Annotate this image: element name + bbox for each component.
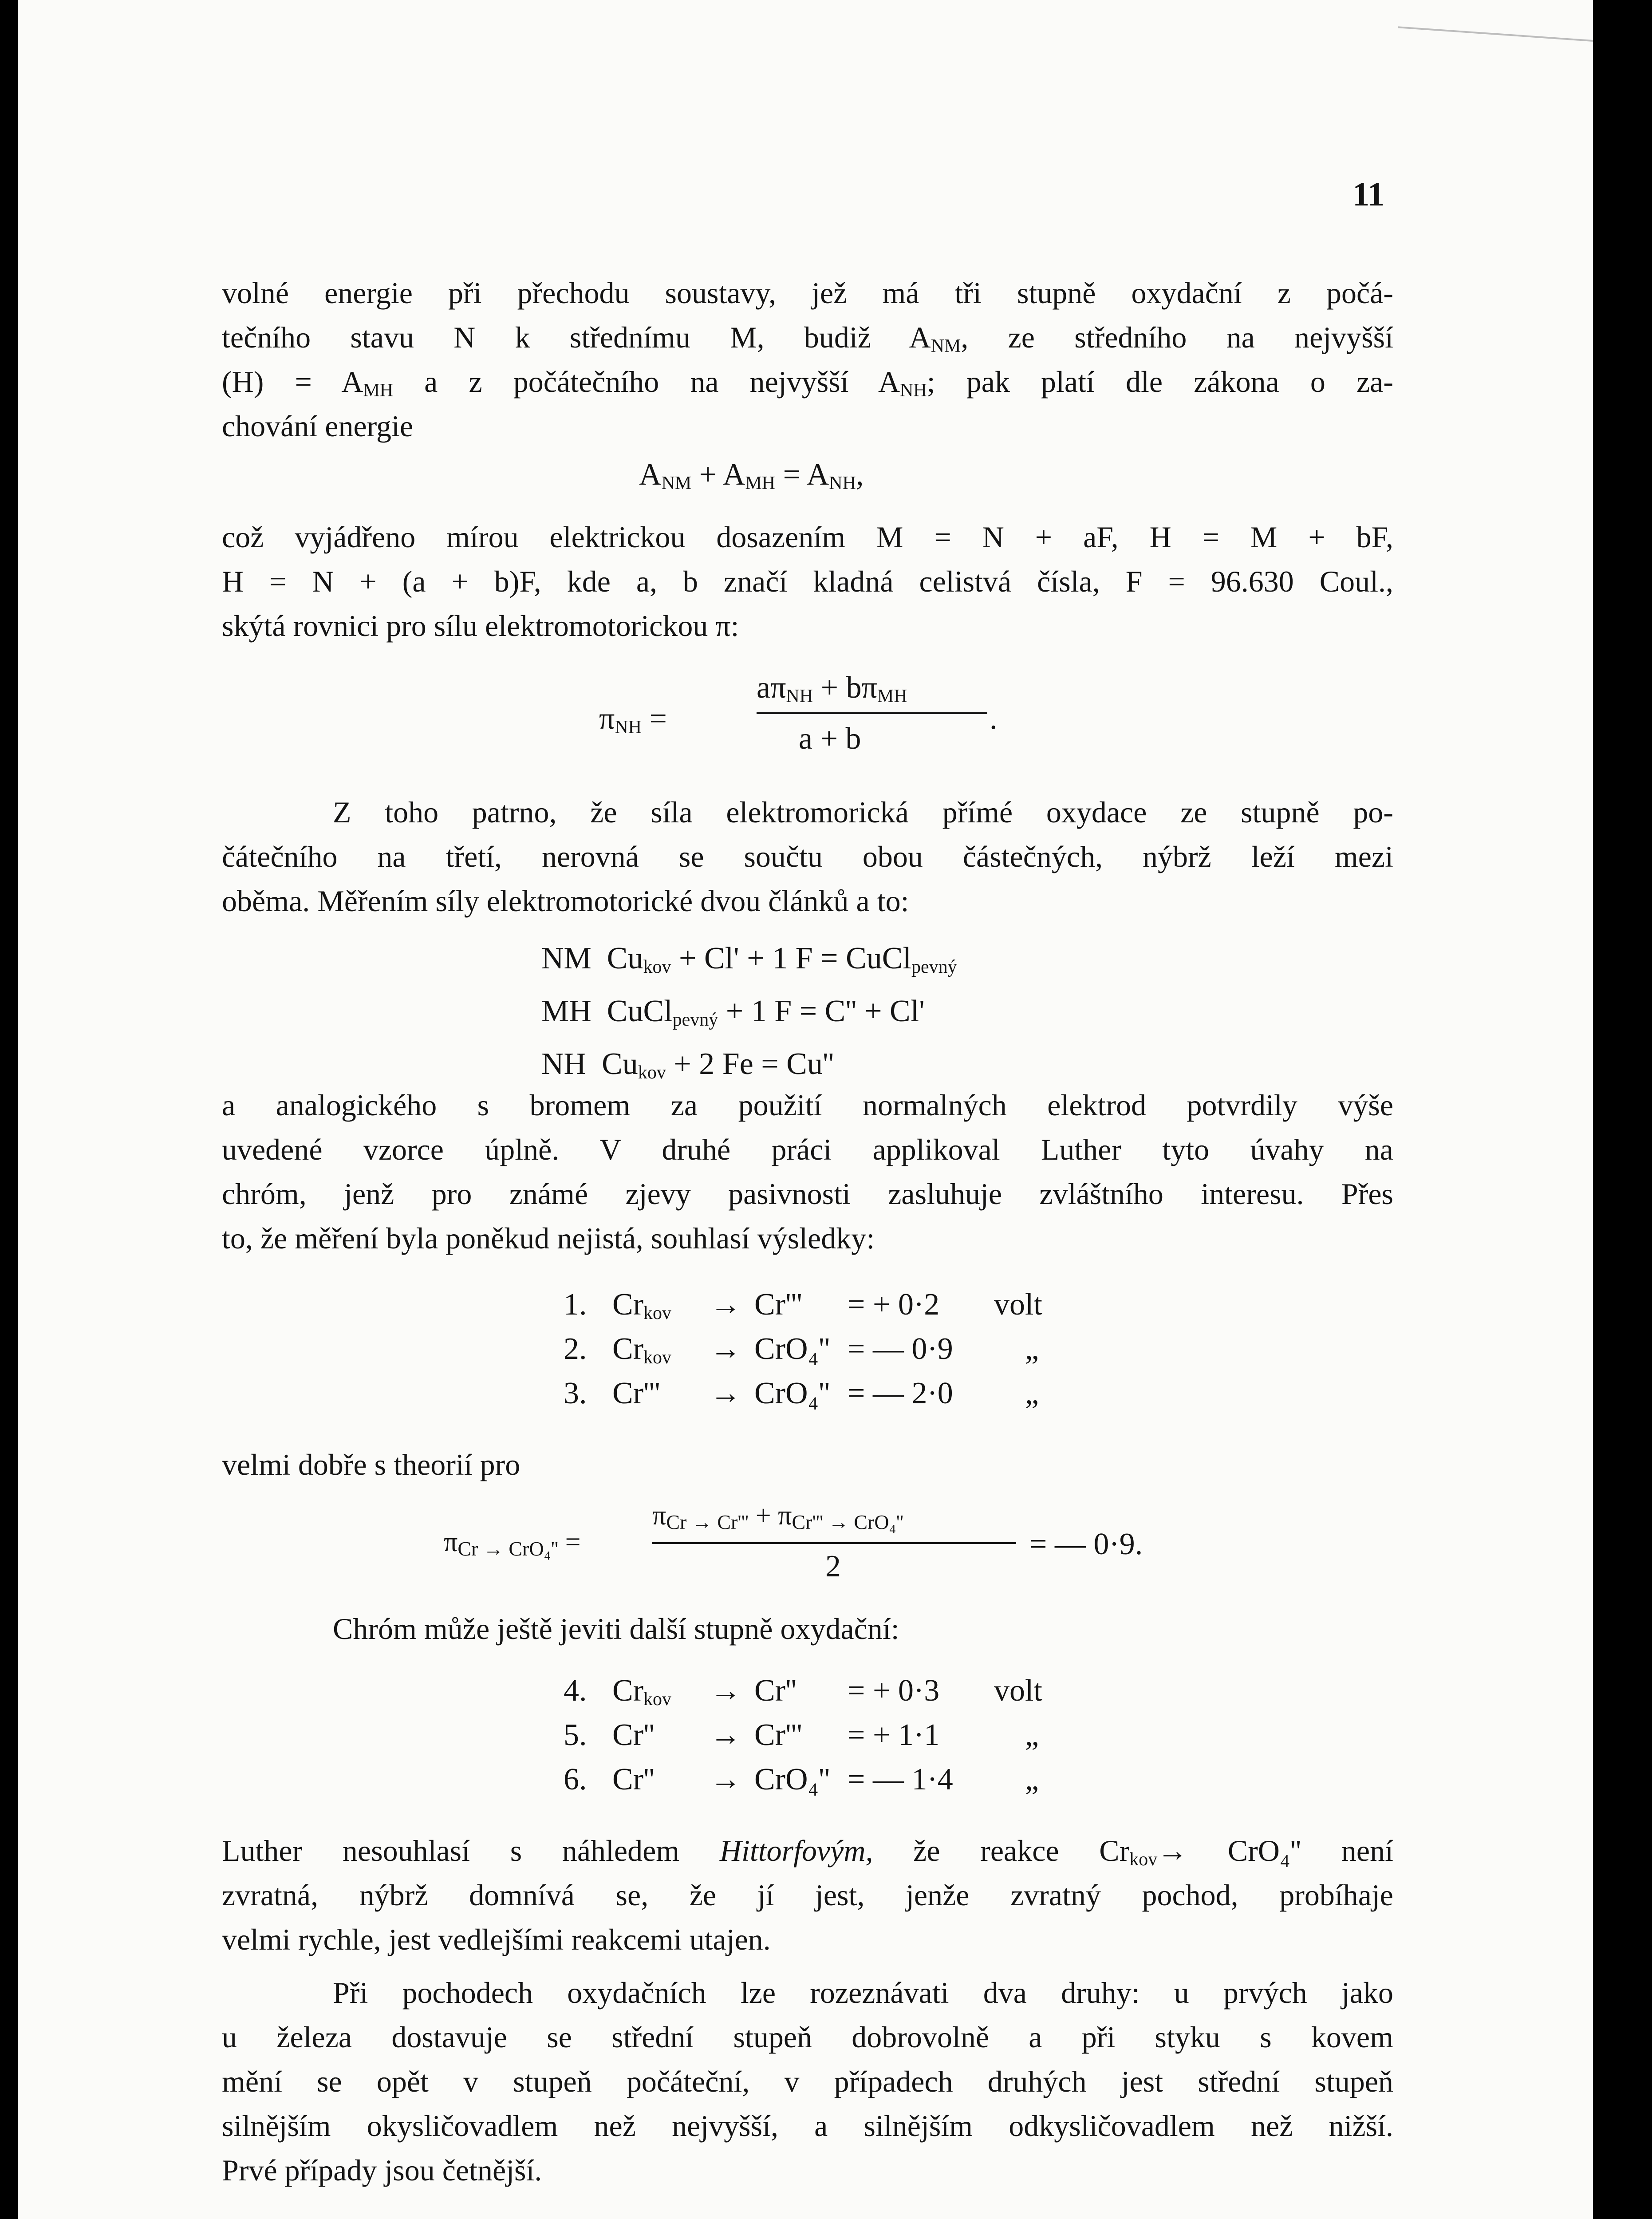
eq2-denominator: a + b	[799, 722, 861, 756]
para1-line2: tečního stavu N k střednímu M, budiž $A_{NM}$, ze středního na nejvyšší	[222, 320, 1393, 356]
cell-row: NH $Cu_{kov} + 2$ Fe = Cu''	[541, 1047, 834, 1083]
para4-line2: uvedené vzorce úplně. V druhé práci applikoval Luther tyto úvahy na	[222, 1133, 1393, 1166]
para5: velmi dobře s theorií pro	[222, 1448, 520, 1481]
page-edge-curl	[1398, 0, 1593, 42]
page-number: 11	[1352, 176, 1384, 213]
para2-line1: což vyjádřeno mírou elektrickou dosazením M = N + aF, H = M + bF,	[222, 520, 1393, 554]
eq2-lhs: $\pi_{NH}$ =	[599, 702, 667, 738]
eq2-end: .	[990, 702, 998, 736]
para6: Chróm může ještě jeviti další stupně oxydační:	[333, 1612, 899, 1646]
para2-line2: H = N + (a + b)F, kde a, b značí kladná celistvá čísla, F = 96.630 Coul.,	[222, 565, 1393, 598]
para3-line2: čátečního na třetí, nerovná se součtu obou částečných, nýbrž leží mezi	[222, 840, 1393, 873]
cell-row: NM $Cu_{kov} + Cl' + 1$ F = CuCl$_{pevný}$	[541, 941, 957, 977]
para2-line3: skýtá rovnici pro sílu elektromotorickou π:	[222, 609, 739, 643]
para8-line3: mění se opět v stupeň počáteční, v případech druhých jest střední stupeň	[222, 2065, 1393, 2098]
para8-line1: Při pochodech oxydačních lze rozeznávati dva druhy: u prvých jako	[333, 1976, 1393, 2010]
cell-row: MH CuCl$_{pevný}$ + 1 F = C'' + Cl'	[541, 994, 925, 1030]
para8-line2: u železa dostavuje se střední stupeň dobrovolně a při styku s kovem	[222, 2020, 1393, 2054]
eq3-fraction-bar	[652, 1542, 1016, 1544]
para1-line4: chování energie	[222, 409, 414, 443]
para8-line4: silnějším okysličovadlem než nejvyšší, a silnějším odkysličovadlem než nižší.	[222, 2109, 1393, 2143]
chromium-results-2: 4. $Cr_{kov}$ → Cr'' = + 0·3 volt 5. Cr'' → Cr''' = + 1·1 „ 6. Cr'' → CrO₄'' = — 1·4 „	[564, 1674, 1042, 1797]
hittorf-name: Hittorfovým,	[719, 1834, 873, 1868]
book-page	[18, 0, 1593, 2219]
para3-line1: Z toho patrno, že síla elektromorická přímé oxydace ze stupně po-	[333, 795, 1393, 829]
para8-line5: Prvé případy jsou četnější.	[222, 2153, 542, 2187]
chromium-results-1: 1. $Cr_{kov}$ → Cr''' = + 0·2 volt 2. $Cr_{kov}$ → CrO₄'' = — 0·9 „ 3. Cr''' → CrO₄'' = — 2·0 „	[564, 1287, 1042, 1410]
para7-line1: Luther nesouhlasí s náhledem Hittorfovým, že reakce $Cr_{kov}\to CrO_4''$ není	[222, 1834, 1394, 1870]
eq2-numerator: $a\pi_{NH} + b\pi_{MH}$	[757, 671, 907, 707]
eq3-rhs: = — 0·9.	[1029, 1527, 1143, 1561]
eq3-lhs: $\pi_{Cr \to CrO_4''}$ =	[444, 1527, 581, 1560]
para4-line1: a analogického s bromem za použití normalných elektrod potvrdily výše	[222, 1088, 1393, 1122]
cell-equations	[541, 936, 957, 1095]
eq3-denominator: 2	[825, 1549, 841, 1583]
eq2-fraction-bar	[757, 712, 987, 714]
para4-line3: chróm, jenž pro známé zjevy pasivnosti zasluhuje zvláštního interesu. Přes	[222, 1177, 1393, 1211]
para1-line1: volné energie při přechodu soustavy, jež má tři stupně oxydační z počá-	[222, 276, 1393, 310]
eq3-numerator: $\pi_{Cr \to Cr'''} + \pi_{Cr''' \to CrO_4''}$	[652, 1500, 904, 1533]
para3-line3: oběma. Měřením síly elektromotorické dvou článků a to:	[222, 884, 909, 918]
para4-line4: to, že měření byla poněkud nejistá, souhlasí výsledky:	[222, 1221, 875, 1255]
para7-line3: velmi rychle, jest vedlejšími reakcemi utajen.	[222, 1923, 771, 1956]
equation-energy-sum: $A_{NM} + A_{MH} = A_{NH}$,	[639, 458, 864, 494]
para7-line2: zvratná, nýbrž domnívá se, že jí jest, jenže zvratný pochod, probíhaje	[222, 1878, 1393, 1912]
para1-line3: $(H) = A_{MH}$ a z počátečního na nejvyšší $A_{NH}$; pak platí dle zákona o za-	[222, 365, 1393, 401]
